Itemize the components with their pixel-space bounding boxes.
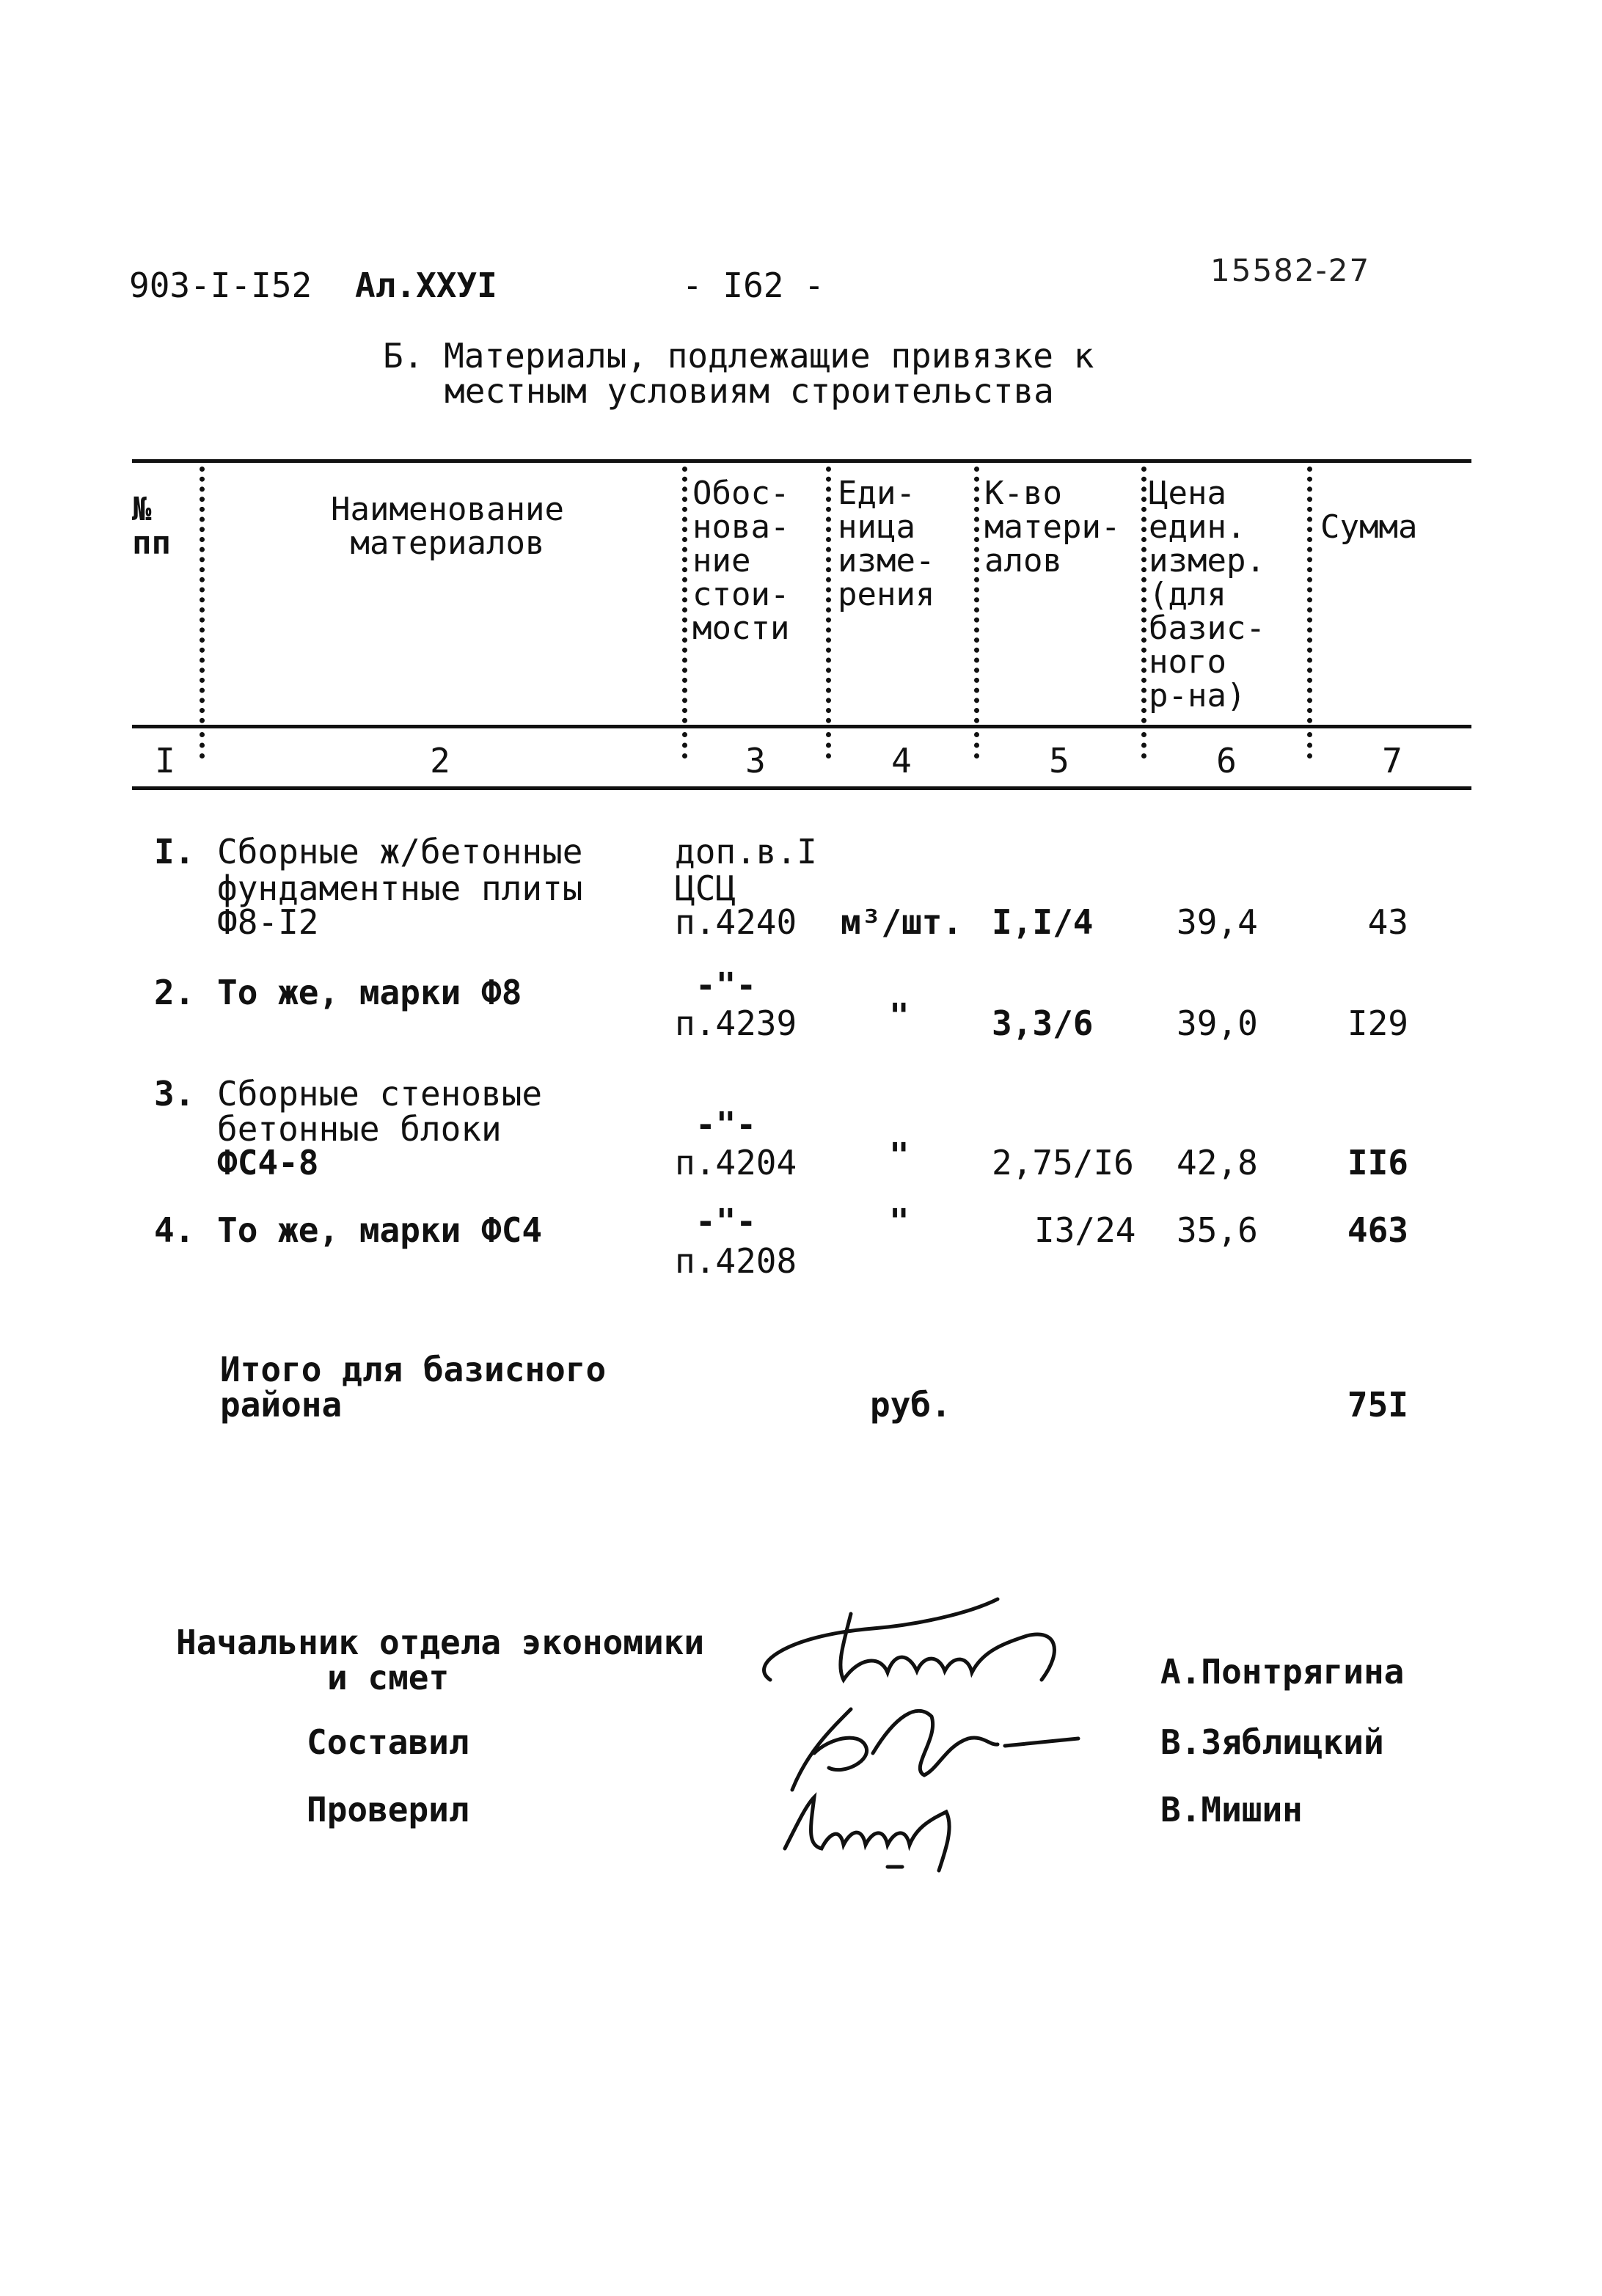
signatory-name: В.Зяблицкий (1160, 1722, 1384, 1762)
unit-cell: " (889, 1202, 910, 1241)
material-name-line: Сборные стеновые (217, 1074, 543, 1114)
column-number: 6 (1216, 741, 1237, 780)
column-separator (1307, 467, 1312, 723)
column-number: 4 (891, 741, 912, 780)
album-code: Ал.XXУI (355, 266, 497, 305)
column-separator (826, 467, 831, 723)
column-number: 3 (745, 741, 766, 780)
basis-line: -"- (695, 965, 757, 1005)
basis-line: п.4239 (675, 1003, 797, 1043)
price-cell: 39,0 (1177, 1003, 1258, 1043)
total-label-line: района (220, 1385, 343, 1425)
signatory-role-line: Проверил (307, 1790, 469, 1829)
table-numbers-rule (132, 786, 1471, 790)
column-number: 2 (430, 741, 450, 780)
sum-cell: I29 (1347, 1003, 1408, 1043)
total-unit: руб. (870, 1385, 951, 1425)
total-label-line: Итого для базисного (220, 1350, 607, 1389)
column-separator (826, 732, 831, 758)
signatory-role-line: Начальник отдела экономики (176, 1623, 705, 1662)
column-separator (1141, 732, 1146, 758)
page-number: - I62 - (682, 266, 824, 305)
qty-cell: 3,3/6 (992, 1003, 1094, 1043)
qty-cell: I,I/4 (992, 902, 1094, 942)
column-separator (1307, 732, 1312, 758)
material-name-line: Ф8-I2 (217, 902, 319, 942)
column-number: I (155, 741, 175, 780)
column-separator (974, 732, 979, 758)
section-title-line2: местным условиям строительства (445, 371, 1054, 411)
sheet-code: 15582-27 (1210, 252, 1371, 288)
row-number: 2. (154, 973, 195, 1012)
column-header-num: № пп (132, 491, 171, 562)
handwritten-signature (770, 1775, 990, 1878)
row-number: 3. (154, 1074, 195, 1114)
basis-line: доп.в.I (675, 832, 817, 871)
signatory-role-line: и смет (327, 1658, 450, 1697)
row-number: I. (154, 832, 195, 871)
column-separator (1141, 467, 1146, 723)
column-header-unit: Еди- ница изме- рения (838, 475, 935, 613)
basis-line: п.4240 (675, 902, 797, 942)
column-separator (682, 732, 687, 758)
basis-line: ЦСЦ (675, 869, 736, 908)
table-header-rule (132, 725, 1471, 728)
column-number: 7 (1382, 741, 1402, 780)
price-cell: 39,4 (1177, 902, 1258, 942)
material-name-line: бетонные блоки (217, 1109, 502, 1149)
material-name-line: Сборные ж/бетонные (217, 832, 583, 871)
sum-cell: II6 (1347, 1143, 1408, 1182)
unit-cell: " (889, 1136, 910, 1175)
price-cell: 42,8 (1177, 1143, 1258, 1182)
column-separator (200, 732, 205, 758)
sum-cell: 43 (1367, 902, 1408, 942)
column-header-sum: Сумма (1320, 508, 1418, 546)
qty-cell: 2,75/I6 (992, 1143, 1134, 1182)
table-top-rule (132, 459, 1471, 463)
section-title-line1: Б. Материалы, подлежащие привязке к (383, 336, 1094, 376)
material-name-line: фундаментные плиты (217, 869, 583, 908)
material-name-line: ФС4-8 (217, 1143, 319, 1182)
basis-line: п.4208 (675, 1241, 797, 1281)
price-cell: 35,6 (1177, 1210, 1258, 1250)
qty-cell: I3/24 (1034, 1210, 1136, 1250)
column-number: 5 (1049, 741, 1069, 780)
signatory-name: В.Мишин (1160, 1790, 1303, 1829)
sum-cell: 463 (1347, 1210, 1408, 1250)
column-header-qty: К-во матери- алов (984, 475, 1121, 580)
unit-cell: " (889, 996, 910, 1036)
unit-cell: м³/шт. (841, 902, 963, 942)
signatory-role-line: Составил (307, 1722, 469, 1762)
column-header-name: Наименование материалов (331, 491, 564, 562)
basis-line: п.4204 (675, 1143, 797, 1182)
basis-line: -"- (695, 1202, 757, 1241)
column-header-price: Цена един. измер. (для базис- ного р-на) (1149, 475, 1265, 714)
row-number: 4. (154, 1210, 195, 1250)
column-header-basis: Обос- нова- ние стои- мости (692, 475, 790, 647)
column-separator (974, 467, 979, 723)
total-sum: 75I (1347, 1385, 1408, 1425)
doc-code: 903-I-I52 (129, 266, 312, 305)
column-separator (200, 467, 205, 723)
column-separator (682, 467, 687, 723)
basis-line: -"- (695, 1105, 757, 1144)
material-name-line: То же, марки ФС4 (217, 1210, 543, 1250)
signatory-name: А.Понтрягина (1160, 1652, 1405, 1692)
material-name-line: То же, марки Ф8 (217, 973, 522, 1012)
